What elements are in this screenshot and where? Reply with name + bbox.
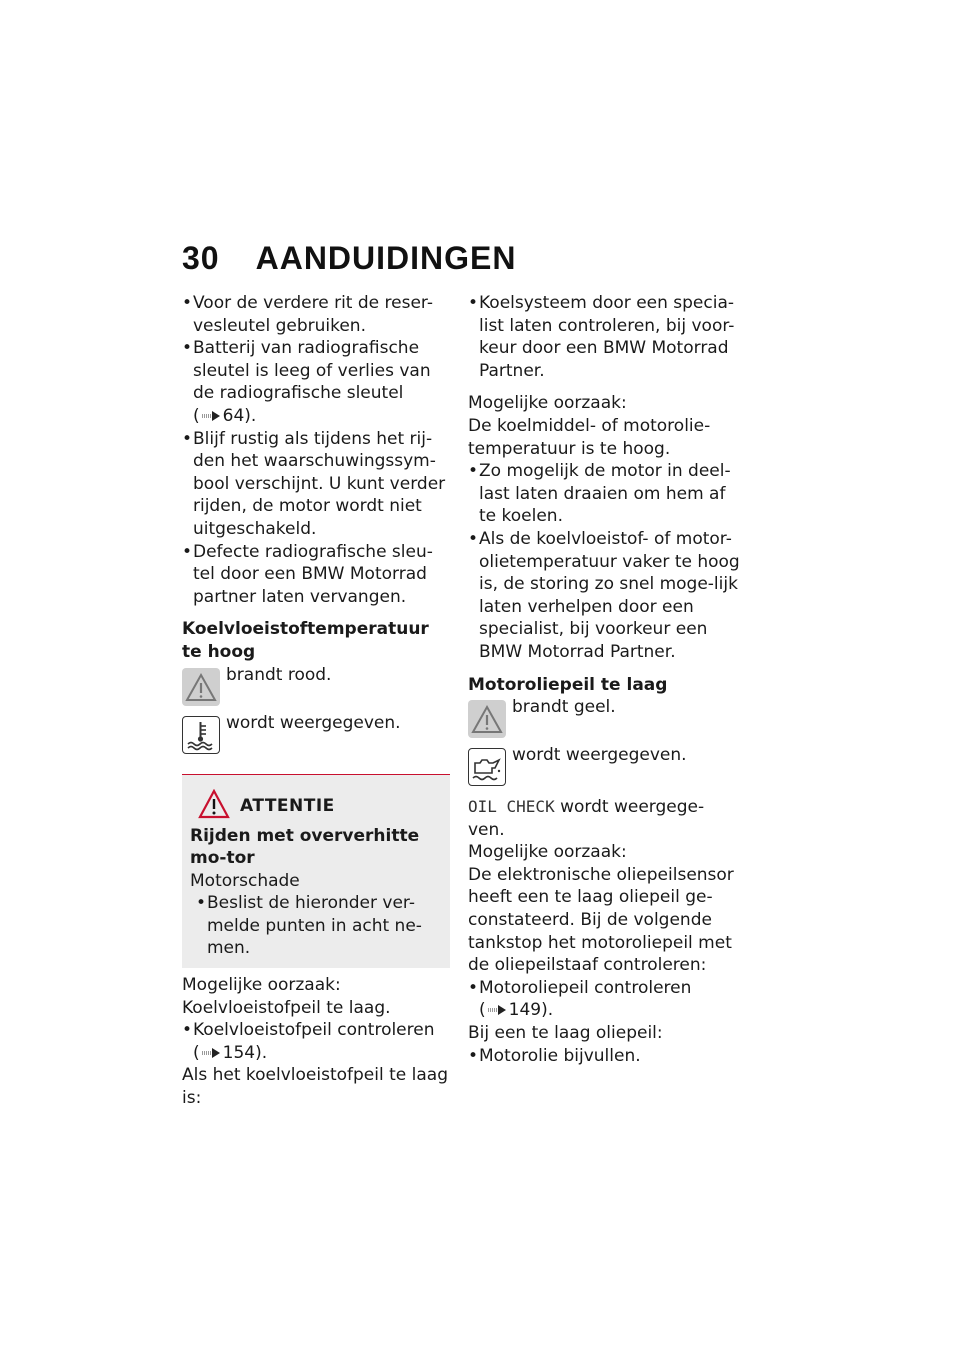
- ref-page: 154).: [222, 1042, 268, 1063]
- page-title: AANDUIDINGEN: [255, 240, 517, 276]
- list-item: [182, 337, 450, 427]
- page-header: [182, 240, 516, 277]
- warning-label: ATTENTIE: [240, 795, 335, 816]
- list-item: • Motorolie bijvullen.: [468, 1045, 740, 1068]
- reference-arrow-icon: [202, 411, 220, 421]
- list-item: • Blijf rustig als tijdens het rij-den het waarschuwingssym-bool verschijnt. U kunt verder rijden, de motor wordt niet uitgeschakeld.: [182, 428, 450, 541]
- paragraph: [468, 796, 740, 841]
- indicator-text: brandt geel.: [512, 697, 616, 718]
- cause-text: De koelmiddel- of motorolie-temperatuur is te hoog.: [468, 415, 711, 459]
- list-item-text: Batterij van radiografische sleutel is leeg of verlies van de radiografische sleutel: [193, 338, 431, 404]
- warning-header: [190, 789, 442, 825]
- indicator-row: [182, 666, 450, 712]
- page-reference[interactable]: [479, 1000, 553, 1020]
- indicator-row: [468, 746, 740, 792]
- ref-paren: (: [193, 1042, 200, 1063]
- warning-triangle-icon: [198, 789, 230, 819]
- section-heading: Motoroliepeil te laag: [468, 674, 668, 695]
- list-item-text: Motoroliepeil controleren: [479, 977, 692, 998]
- oil-can-icon: [468, 748, 506, 786]
- warning-triangle-icon: [468, 700, 506, 738]
- section-heading: Koelvloeistoftemperatuur te hoog: [182, 619, 429, 662]
- paragraph: Bij een te laag oliepeil:: [468, 1023, 663, 1044]
- indicator-row: [182, 714, 450, 760]
- cause-label: Mogelijke oorzaak:: [468, 393, 627, 414]
- list-item-text: Koelvloeistofpeil controleren: [193, 1020, 435, 1041]
- cause-label: Mogelijke oorzaak:: [182, 975, 341, 996]
- left-column: [182, 292, 450, 1110]
- reference-arrow-icon: [488, 1005, 506, 1015]
- paragraph: Als het koelvloeistofpeil te laag is:: [182, 1065, 448, 1109]
- list-item: • Zo mogelijk de motor in deel-last laten draaien om hem af te koelen.: [468, 460, 740, 528]
- coolant-temperature-icon: [182, 716, 220, 754]
- indicator-text: wordt weergegeven.: [226, 712, 401, 733]
- indicator-text: brandt rood.: [226, 664, 332, 685]
- cause-label: Mogelijke oorzaak:: [468, 842, 627, 863]
- list-item: [182, 1019, 450, 1064]
- warning-box: [182, 774, 450, 969]
- page-reference[interactable]: [193, 406, 256, 426]
- display-message: OIL CHECK: [468, 797, 555, 817]
- list-item: • Als de koelvloeistof- of motor-olietemperatuur vaker te hoog is, de storing zo snel moge-lijk laten verhelpen door een specialist, bij voorkeur een BMW Motorrad Partner.: [468, 528, 740, 664]
- right-column: [468, 292, 740, 1067]
- warning-consequence: Motorschade: [190, 870, 300, 891]
- ref-page: 149).: [508, 1000, 554, 1021]
- ref-paren: (: [479, 1000, 486, 1021]
- warning-triangle-icon: [182, 668, 220, 706]
- list-item: • Defecte radiografische sleu-tel door een BMW Motorrad partner laten vervangen.: [182, 541, 450, 609]
- ref-page: 64).: [222, 405, 257, 426]
- page-reference[interactable]: [193, 1043, 267, 1063]
- page-number: 30: [182, 240, 220, 276]
- cause-text: Koelvloeistofpeil te laag.: [182, 997, 391, 1018]
- warning-title: Rijden met oververhitte mo-tor: [190, 825, 420, 869]
- list-item: • Beslist de hieronder ver-melde punten in acht ne-men.: [196, 892, 442, 960]
- list-item: [468, 977, 740, 1022]
- indicator-row: [468, 698, 740, 744]
- paragraph-text: wordt weergege-ven.: [468, 797, 705, 840]
- reference-arrow-icon: [202, 1048, 220, 1058]
- ref-paren: (: [193, 405, 200, 426]
- cause-text: De elektronische oliepeilsensor heeft een te laag oliepeil ge-constateerd. Bij de volgende tankstop het motoroliepeil met de oliepeilstaaf controleren:: [468, 864, 734, 976]
- indicator-text: wordt weergegeven.: [512, 745, 687, 766]
- list-item: • Koelsysteem door een specia-list laten controleren, bij voor-keur door een BMW Motorrad Partner.: [468, 292, 740, 382]
- list-item: • Voor de verdere rit de reser-vesleutel gebruiken.: [182, 292, 450, 337]
